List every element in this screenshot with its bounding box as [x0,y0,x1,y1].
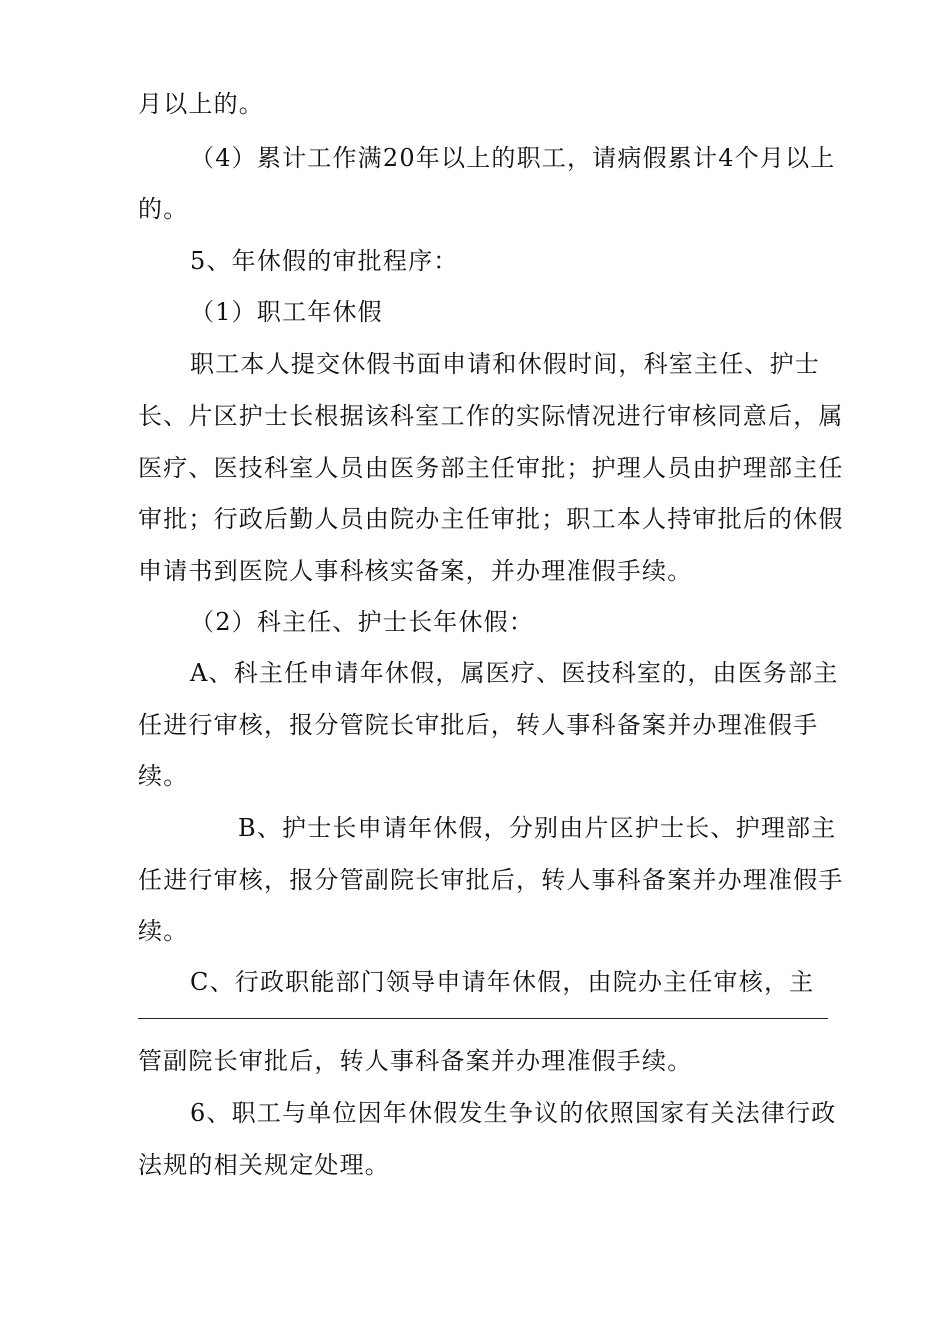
page-divider [138,1018,828,1019]
text-line: 审批；行政后勤人员由院办主任审批；职工本人持审批后的休假 [138,505,844,533]
text-line: B、护士长申请年休假，分别由片区护士长、护理部主 [238,814,837,842]
text-line: 医疗、医技科室人员由医务部主任审批；护理人员由护理部主任 [138,454,844,482]
text-line: 任进行审核，报分管院长审批后，转人事科备案并办理准假手 [138,711,819,739]
section-heading: 6、职工与单位因年休假发生争议的依照国家有关法律行政 [190,1099,837,1127]
text-line: 职工本人提交休假书面申请和休假时间，科室主任、护士 [190,350,820,378]
text-line: （4）累计工作满20年以上的职工，请病假累计4个月以上 [190,144,836,172]
text-line: A、科主任申请年休假，属医疗、医技科室的，由医务部主 [190,659,839,687]
text-line: 的。 [138,195,189,223]
text-line: 任进行审核，报分管副院长审批后，转人事科备案并办理准假手 [138,866,844,894]
text-line: 管副院长审批后，转人事科备案并办理准假手续。 [138,1047,693,1075]
text-line: 申请书到医院人事科核实备案，并办理准假手续。 [138,557,693,585]
text-line: C、行政职能部门领导申请年休假，由院办主任审核，主 [190,968,815,996]
section-heading: 5、年休假的审批程序： [190,247,459,275]
text-line: 法规的相关规定处理。 [138,1151,390,1179]
text-line: 续。 [138,762,189,790]
text-line: 月以上的。 [138,90,264,118]
subsection-heading: （1）职工年休假 [190,298,383,326]
subsection-heading: （2）科主任、护士长年休假： [190,608,535,636]
text-line: 续。 [138,917,189,945]
text-line: 长、片区护士长根据该科室工作的实际情况进行审核同意后，属 [138,402,844,430]
